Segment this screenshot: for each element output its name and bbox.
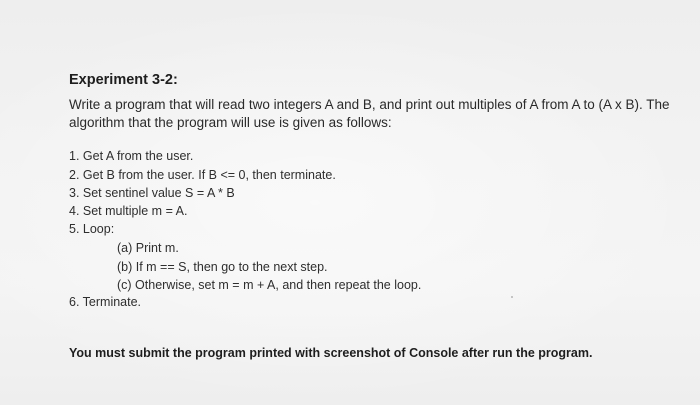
submission-note: You must submit the program printed with screenshot of Console after run the program. bbox=[69, 346, 593, 360]
step-1: 1. Get A from the user. bbox=[69, 149, 194, 163]
paper-speck bbox=[511, 296, 513, 298]
loop-step-b: (b) If m == S, then go to the next step. bbox=[117, 260, 328, 274]
step-4: 4. Set multiple m = A. bbox=[69, 204, 188, 218]
step-3: 3. Set sentinel value S = A * B bbox=[69, 186, 235, 200]
intro-paragraph: Write a program that will read two integers A and B, and print out multiples of A from A to (A x B). The algorithm that the program will use is given as follows: bbox=[69, 97, 670, 130]
step-5: 5. Loop: bbox=[69, 222, 115, 236]
step-6: 6. Terminate. bbox=[69, 295, 142, 309]
step-2: 2. Get B from the user. If B <= 0, then terminate. bbox=[69, 168, 336, 182]
experiment-title: Experiment 3-2: bbox=[69, 72, 178, 88]
loop-step-c: (c) Otherwise, set m = m + A, and then repeat the loop. bbox=[117, 278, 422, 292]
loop-step-a: (a) Print m. bbox=[117, 241, 179, 255]
